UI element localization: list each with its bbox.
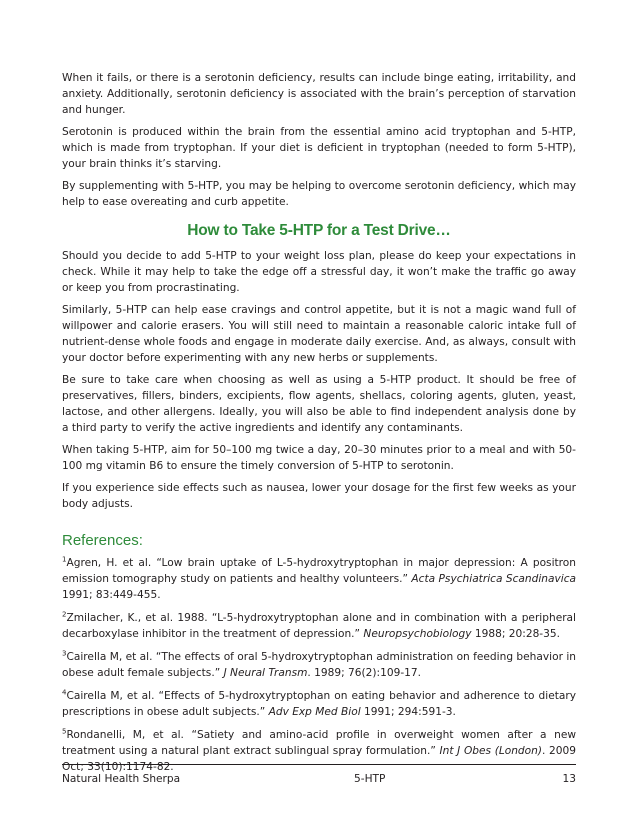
reference-number: 2 — [62, 610, 67, 619]
reference-text: Zmilacher, K., et al. 1988. “L-5-hydroxytryptophan alone and in combination with a peripheral decarboxylase inhibitor in the treatment of depression.” — [62, 612, 576, 640]
reference-journal: Adv Exp Med Biol — [268, 706, 361, 718]
reference-item — [62, 555, 576, 603]
reference-journal: Int J Obes (London) — [439, 745, 542, 757]
body-paragraph-5: If you experience side effects such as nausea, lower your dosage for the first few weeks as your body adjusts. — [62, 482, 576, 510]
body-paragraph-1: Should you decide to add 5-HTP to your weight loss plan, please do keep your expectations in check. While it may help to take the edge off a stressful day, it won’t make the traffic go away or keep you from procrastinating. — [62, 250, 576, 294]
footer-chapter: 5-HTP — [354, 773, 386, 785]
reference-citation: 1988; 20:28-35. — [471, 628, 560, 640]
intro-paragraph-2: Serotonin is produced within the brain from the essential amino acid tryptophan and 5-HTP, which is made from tryptophan. If your diet is deficient in tryptophan (needed to form 5-HTP), your brain thinks it’s starving. — [62, 126, 576, 170]
reference-citation: 1991; 83:449-455. — [62, 589, 161, 601]
reference-number: 4 — [62, 688, 67, 697]
section-heading: How to Take 5-HTP for a Test Drive… — [187, 222, 451, 239]
body-paragraph-4: When taking 5-HTP, aim for 50–100 mg twice a day, 20–30 minutes prior to a meal and with 50-100 mg vitamin B6 to ensure the timely conversion of 5-HTP to serotonin. — [62, 444, 576, 472]
reference-journal: Acta Psychiatrica Scandinavica — [411, 573, 577, 585]
intro-paragraph-1: When it fails, or there is a serotonin deficiency, results can include binge eating, irritability, and anxiety. Additionally, serotonin deficiency is associated with the brain’s perception of starvation and hunger. — [62, 72, 576, 116]
reference-citation: 1991; 294:591-3. — [360, 706, 456, 718]
reference-item — [62, 688, 576, 720]
body-paragraph-2: Similarly, 5-HTP can help ease cravings and control appetite, but it is not a magic wand full of willpower and calorie erasers. You will still need to maintain a reasonable caloric intake full of nutrient-dense whole foods and engage in moderate daily exercise. And, as always, consult with your doctor before experimenting with any new herbs or supplements. — [62, 304, 576, 364]
reference-item — [62, 610, 576, 642]
page-number: 13 — [562, 773, 576, 785]
intro-paragraph-3: By supplementing with 5-HTP, you may be helping to overcome serotonin deficiency, which may help to ease overeating and curb appetite. — [62, 180, 576, 208]
page-content — [62, 70, 576, 782]
references-title: References: — [62, 532, 143, 549]
footer-publisher: Natural Health Sherpa — [62, 773, 181, 785]
reference-text: Rondanelli, M, et al. “Satiety and amino-acid profile in overweight women after a new treatment using a natural plant extract sublingual spray formulation.” — [62, 729, 576, 757]
body-paragraph-3: Be sure to take care when choosing as well as using a 5-HTP product. It should be free of preservatives, fillers, binders, excipients, flow agents, shellacs, coloring agents, gluten, yeast, lactose, and other allergens. Ideally, you will also be able to find independent analysis done by a third party to verify the active ingredients and identify any contaminants. — [62, 374, 576, 434]
reference-number: 3 — [62, 649, 67, 658]
reference-citation: . 2009 Oct; 33(10):1174-82. — [62, 745, 576, 773]
reference-text: Cairella M, et al. “Effects of 5-hydroxytryptophan on eating behavior and adherence to dietary prescriptions in obese adult subjects.” — [62, 690, 576, 718]
reference-journal: Neuropsychobiology — [363, 628, 472, 640]
reference-text: Agren, H. et al. “Low brain uptake of L-5-hydroxytryptophan in major depression: A positron emission tomography study on patients and healthy volunteers.” — [62, 557, 576, 585]
reference-item — [62, 649, 576, 681]
page-footer — [62, 764, 576, 785]
reference-text: Cairella M, et al. “The effects of oral 5-hydroxytryptophan administration on feeding behavior in obese adult female subjects.” — [62, 651, 576, 679]
reference-number: 5 — [62, 727, 67, 736]
reference-journal: J Neural Transm — [223, 667, 308, 679]
reference-number: 1 — [62, 555, 67, 564]
reference-citation: . 1989; 76(2):109-17. — [307, 667, 421, 679]
